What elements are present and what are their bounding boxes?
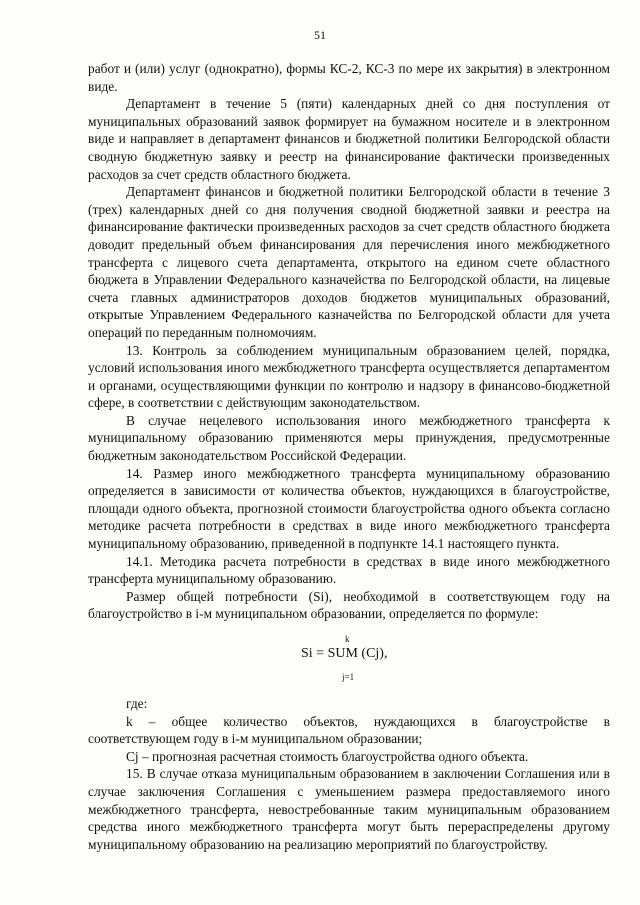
formula-main: Si = SUM (Cj), — [301, 646, 388, 661]
formula-lower-limit: j=1 — [342, 672, 355, 682]
where-label: где: — [126, 696, 148, 711]
paragraph-department-term: Департамент в течение 5 (пяти) календарных дней со дня поступления от муниципальных образований заявок формирует на бумажном носителе и в электронном виде и направляет в департамент финансов и бюджетной политики Белгородской области сводную бюджетную заявку и реестр на финансирование фактически произведенных расходов за счет средств областного бюджета. — [88, 96, 610, 182]
page-number: 51 — [314, 28, 326, 42]
paragraph-continuation: работ и (или) услуг (однократно), формы КС-2, КС-3 по мере их закрытия) в электронном виде. — [88, 61, 610, 94]
formula-upper-limit: k — [345, 634, 350, 644]
paragraph-misuse: В случае нецелевого использования иного межбюджетного трансферта к муниципальному образованию применяются меры принуждения, предусмотренные бюджетным законодательством Российской Федерации. — [88, 412, 610, 464]
definition-cj: Cj – прогнозная расчетная стоимость благоустройства одного объекта. — [126, 748, 529, 764]
paragraph-13-control: 13. Контроль за соблюдением муниципальным образованием целей, порядка, условий использования иного межбюджетного трансферта осуществляется департаментом и органами, осуществляющими функции по контролю и надзору в финансово-бюджетной сфере, в соответствии с действующим законодательством. — [88, 342, 610, 411]
definition-k: k – общее количество объектов, нуждающихся в благоустройстве в соответствующем году в i-м муниципальном образовании; — [88, 713, 610, 747]
paragraph-15-refusal: 15. В случае отказа муниципальным образованием в заключении Соглашения или в случае заключения Соглашения с уменьшением размера предоставляемого иного межбюджетного трансферта, невостребованные таким муниципальным образованием средства иного межбюджетного трансферта могут быть перераспределены другому муниципальному образованию на реализацию мероприятий по благоустройству. — [88, 766, 610, 852]
document-body — [88, 60, 610, 853]
formula — [88, 623, 610, 695]
paragraph-finance-department: Департамент финансов и бюджетной политики Белгородской области в течение 3 (трех) календарных дней со дня получения сводной бюджетной заявки и реестра на финансирование фактически произведенных расходов за счет средств областного бюджета доводит предельный объем финансирования для перечисления иного межбюджетного трансферта с лицевого счета департамента, открытого на едином счете областного бюджета в Управлении Федерального казначейства по Белгородской области, на лицевые счета главных администраторов доходов бюджетов муниципальных образований, открытые Управлением Федерального казначейства по Белгородской области для учета операций по переданным полномочиям. — [88, 184, 610, 340]
paragraph-total-need: Размер общей потребности (Si), необходимой в соответствующем году на благоустройство в i-м муниципальном образовании, определяется по формуле: — [88, 588, 610, 622]
paragraph-14-1-method: 14.1. Методика расчета потребности в средствах в виде иного межбюджетного трансферта муниципальному образованию. — [88, 553, 610, 587]
paragraph-14-size: 14. Размер иного межбюджетного трансферта муниципальному образованию определяется в зависимости от количества объектов, нуждающихся в благоустройстве, площади одного объекта, прогнозной стоимости благоустройства одного объекта согласно методике расчета потребности в средствах в виде иного межбюджетного трансферта муниципальному образованию, приведенной в подпункте 14.1 настоящего пункта. — [88, 465, 610, 552]
